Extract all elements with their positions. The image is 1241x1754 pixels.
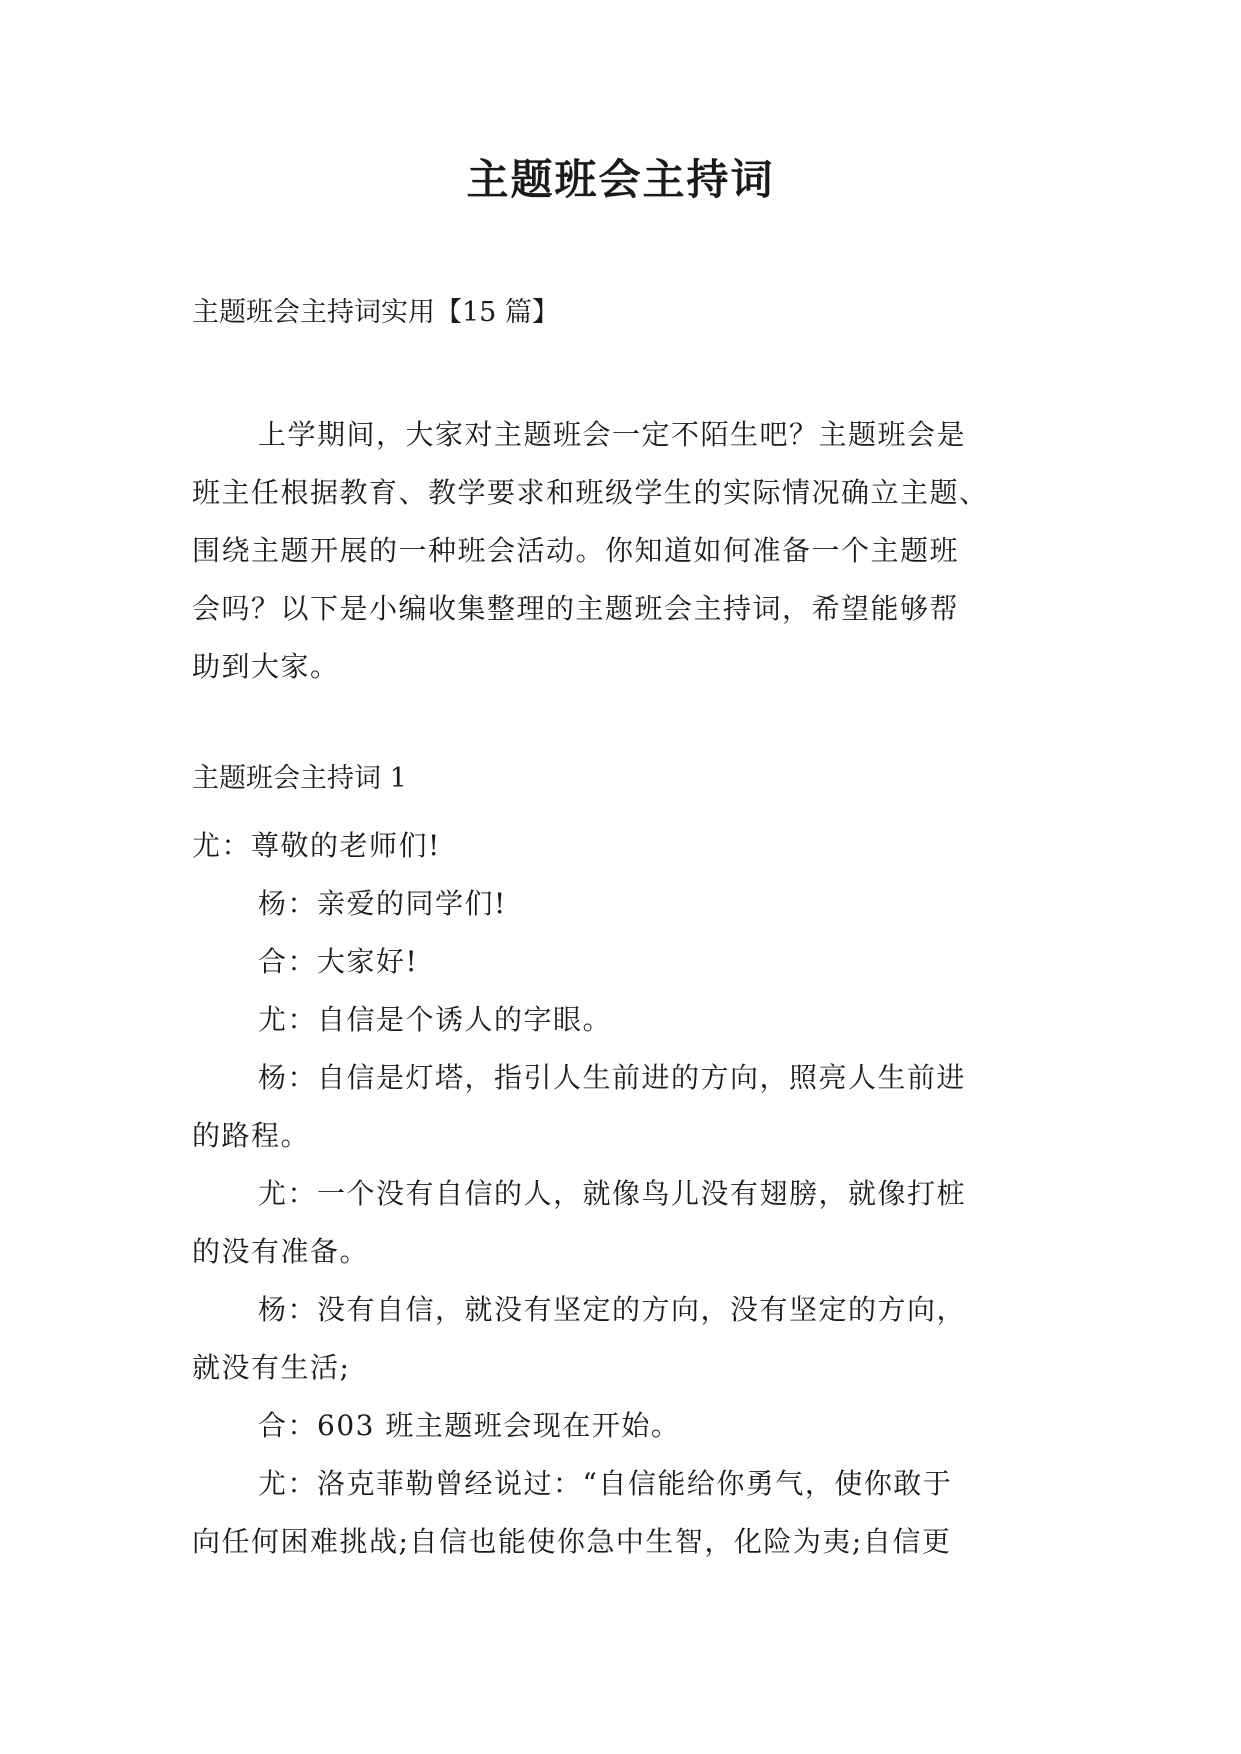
- document-title: 主题班会主持词: [466, 155, 775, 204]
- intro-line: 围绕主题开展的一种班会活动。你知道如何准备一个主题班: [192, 534, 960, 567]
- dialogue-line: 杨：亲爱的同学们!: [258, 887, 507, 920]
- dialogue-line: 就没有生活;: [192, 1351, 351, 1384]
- dialogue-line: 的没有准备。: [192, 1235, 370, 1268]
- document-subtitle: 主题班会主持词实用【15 篇】: [192, 297, 559, 328]
- section-1: [192, 759, 1048, 1571]
- dialogue-line: 杨：自信是灯塔，指引人生前进的方向，照亮人生前进: [258, 1061, 967, 1094]
- dialogue-line: 合：大家好!: [258, 945, 419, 978]
- section-heading: 主题班会主持词 1: [192, 763, 407, 794]
- intro-line: 上学期间，大家对主题班会一定不陌生吧？主题班会是: [258, 418, 967, 451]
- dialogue-line: 尤：一个没有自信的人，就像鸟儿没有翅膀，就像打桩: [258, 1177, 967, 1210]
- dialogue-line: 尤：尊敬的老师们!: [192, 829, 441, 862]
- intro-line: 班主任根据教育、教学要求和班级学生的实际情况确立主题、: [192, 476, 989, 509]
- dialogue-line: 尤：洛克菲勒曾经说过：“自信能给你勇气，使你敢于: [258, 1467, 953, 1500]
- intro-paragraph: [192, 406, 1048, 696]
- dialogue-line: 尤：自信是个诱人的字眼。: [258, 1003, 613, 1036]
- dialogue-line: 合：603 班主题班会现在开始。: [258, 1409, 681, 1442]
- intro-line: 助到大家。: [192, 650, 340, 683]
- dialogue-line: 向任何困难挑战;自信也能使你急中生智，化险为夷;自信更: [192, 1525, 952, 1558]
- intro-line: 会吗？以下是小编收集整理的主题班会主持词，希望能够帮: [192, 592, 960, 625]
- dialogue-line: 的路程。: [192, 1119, 311, 1152]
- dialogue-line: 杨：没有自信，就没有坚定的方向，没有坚定的方向，: [258, 1293, 967, 1326]
